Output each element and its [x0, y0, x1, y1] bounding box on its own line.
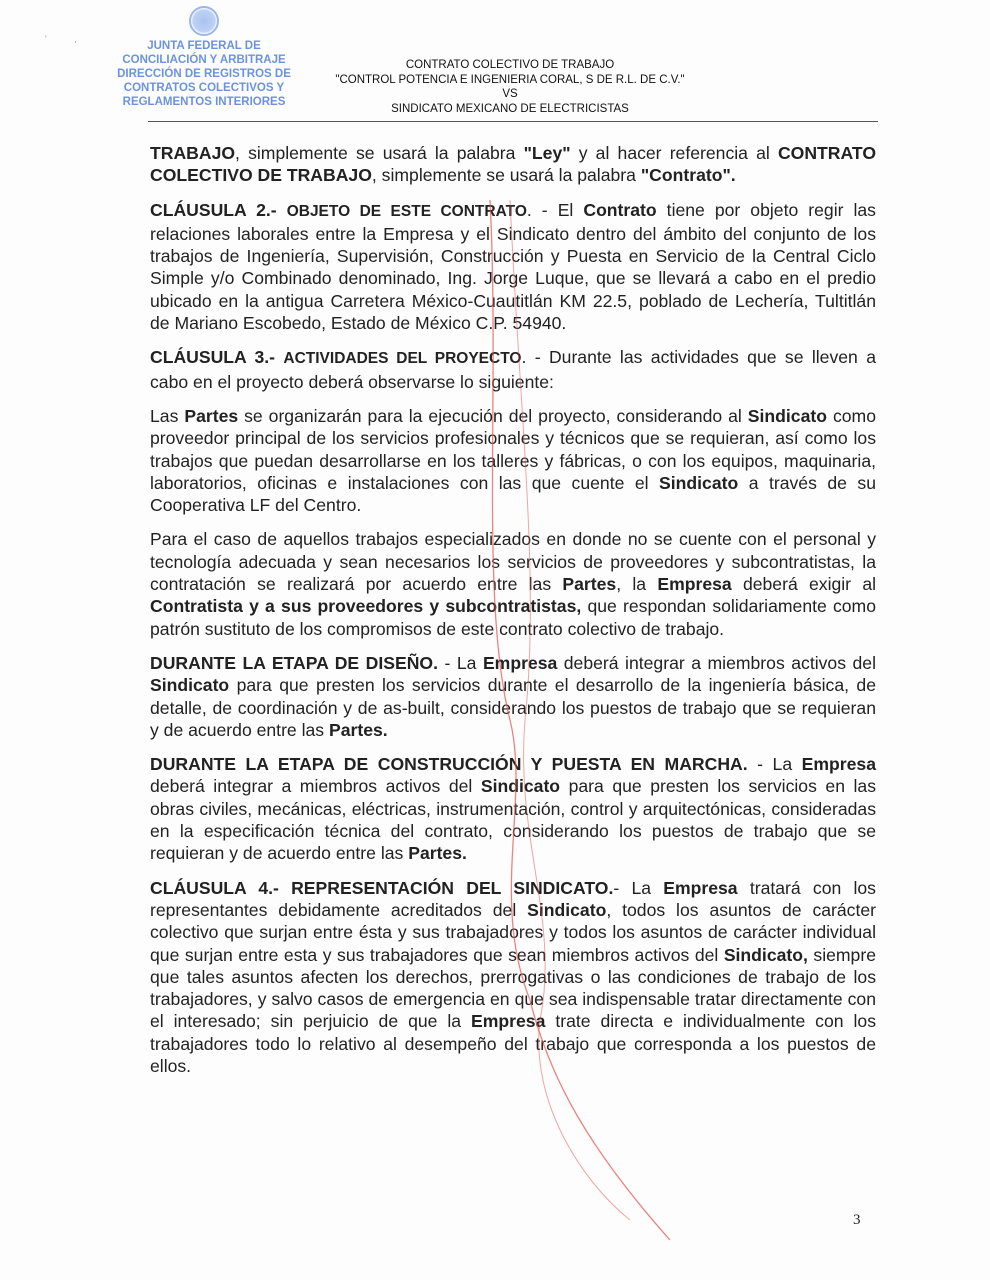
text: . - El: [526, 199, 584, 220]
text: , simplemente se usará la palabra: [371, 165, 641, 186]
bold-text: DURANTE LA ETAPA DE CONSTRUCCIÓN Y PUESTA EN MARCHA.: [150, 754, 748, 775]
text: , la: [616, 574, 658, 595]
paragraph: [150, 877, 876, 1078]
header-rule: [148, 121, 878, 122]
stamp-line: REGLAMENTOS INTERIORES: [122, 96, 286, 108]
text: tiene por objeto regir las relaciones laborales entre la Empresa y el Sindicato dentro del ámbito del conjunto de los trabajos de Ingeniería, Supervisión, Construcción y Puesta en Servicio de la Central Ciclo Simple y/o Combinado denominado, Ing. Jorge Luque, que se llevará a cabo en el predio ubicado en la antigua Carretera México-Cuautitlán KM 22.5, poblado de Lechería, Tultitlán de Mariano Escobedo, Estado de México C.P. 54940.: [150, 199, 876, 334]
stamp-line: CONTRATOS COLECTIVOS Y: [123, 82, 285, 94]
official-stamp: [112, 6, 296, 109]
document-body: [150, 142, 876, 1089]
bold-text: CLÁUSULA 2.-: [150, 199, 287, 220]
bold-text: ACTIVIDADES DEL PROYECTO: [283, 350, 522, 368]
text: . - Durante las actividades que se lleven a cabo en el proyecto deberá observarse lo siguiente:: [150, 347, 876, 392]
bold-text: Sindicato: [527, 899, 607, 920]
stamp-line: DIRECCIÓN DE REGISTROS DE: [117, 68, 291, 80]
bold-text: "Contrato".: [640, 165, 736, 186]
bold-text: Sindicato: [747, 405, 827, 426]
text: a través de su Cooperativa LF del Centro.: [150, 472, 876, 516]
bold-text: CONTRATO COLECTIVO DE TRABAJO: [150, 143, 876, 186]
text: se organizarán para la ejecución del proyecto, considerando al: [238, 405, 748, 426]
paragraph: [150, 753, 876, 864]
bold-text: Empresa: [663, 877, 738, 898]
page-number: 3: [853, 1212, 861, 1228]
bold-text: Empresa: [482, 652, 558, 673]
text: que respondan solidariamente como patrón sustituto de los compromisos de este contrato colectivo de trabajo.: [150, 596, 876, 639]
text: deberá exigir al: [731, 574, 877, 595]
bold-text: Sindicato,: [723, 944, 808, 965]
bold-text: "Ley": [523, 143, 571, 163]
bold-text: OBJETO DE ESTE CONTRATO: [286, 202, 527, 220]
bold-text: Sindicato: [659, 472, 739, 493]
bold-text: Contratista y a sus proveedores y subcontratistas,: [150, 596, 582, 617]
bold-text: DURANTE LA ETAPA DE DISEÑO.: [150, 652, 438, 673]
bold-text: TRABAJO: [150, 143, 236, 163]
text: trate directa e individualmente con los trabajadores todo lo relativo al desempeño del trabajo que corresponda a los puestos de ellos.: [150, 1011, 876, 1076]
bold-text: Empresa: [657, 574, 732, 595]
header-line-3: VS: [502, 88, 518, 100]
bold-text: Partes: [184, 405, 239, 426]
bold-text: Empresa: [801, 754, 876, 775]
bold-text: Empresa: [471, 1011, 546, 1032]
text: , todos los asuntos de carácter colectivo que surjan entre ésta y sus trabajadores y todos los asuntos de carácter individual que surjan entre esta y sus trabajadores que sean miembros activos del: [150, 899, 876, 965]
paragraph: [150, 652, 876, 741]
text: para que presten los servicios durante el desarrollo de la ingeniería básica, de detalle, de coordinación y de as-built, considerando los puestos de trabajo que se requieran y de acuerdo entre las: [150, 675, 876, 740]
text: siempre que tales asuntos afecten los derechos, prerrogativas o las condiciones de trabajo de los trabajadores, y salvo casos de emergencia en que sea indispensable tratar directamente con el interesado; sin perjuicio de que la: [150, 944, 876, 1032]
paragraph: [150, 346, 876, 393]
bold-text: CLÁUSULA 4.- REPRESENTACIÓN DEL SINDICATO.: [150, 877, 614, 898]
stamp-line: JUNTA FEDERAL DE: [147, 40, 261, 52]
text: y al hacer referencia al: [570, 143, 778, 163]
bold-text: CLÁUSULA 3.-: [150, 347, 284, 368]
paragraph: [150, 528, 876, 639]
text: - La: [437, 652, 483, 673]
scan-marks: ' ,: [45, 34, 77, 44]
bold-text: Partes: [562, 574, 617, 595]
header-line-1: CONTRATO COLECTIVO DE TRABAJO: [405, 59, 615, 71]
text: - La: [613, 877, 664, 898]
bold-text: Partes.: [408, 843, 467, 864]
paragraph: [150, 405, 876, 516]
bold-text: Sindicato: [480, 776, 561, 797]
text: tratará con los representantes debidamente acreditados del: [150, 877, 876, 920]
text: como proveedor principal de los servicios profesionales y técnicos que se requieran, así como los trabajos que puedan desarrollarse en los talleres y fábricas, o con los equipos, maquinaria, laboratorios, oficinas e instalaciones con las que cuente el: [150, 405, 876, 493]
text: Las: [150, 405, 185, 426]
text: , simplemente se usará la palabra: [235, 143, 524, 163]
seal-emblem-icon: [189, 6, 219, 36]
text: - La: [747, 754, 802, 775]
bold-text: Contrato: [583, 199, 657, 220]
text: para que presten los servicios en las obras civiles, mecánicas, eléctricas, instrumentación, control y arquitectónicas, consideradas en la especificación técnica del contrato, considerando los puestos de trabajo que se requieran y de acuerdo entre las: [150, 776, 876, 864]
bold-text: Sindicato: [150, 675, 230, 696]
paragraph: [150, 199, 876, 335]
text: deberá integrar a miembros activos del: [150, 776, 481, 797]
header-line-2: "CONTROL POTENCIA E INGENIERIA CORAL, S DE R.L. DE C.V.": [335, 73, 685, 86]
text: deberá integrar a miembros activos del: [557, 652, 876, 673]
paragraph: [150, 142, 876, 187]
header-line-4: SINDICATO MEXICANO DE ELECTRICISTAS: [391, 102, 629, 115]
document-header: [300, 58, 720, 116]
bold-text: Partes.: [328, 719, 388, 740]
text: Para el caso de aquellos trabajos especializados en donde no se cuente con el personal y tecnología adecuada y sean necesarios los servicios de proveedores y subcontratistas, la contratación se realizará por acuerdo entre las: [150, 529, 876, 595]
stamp-line: CONCILIACIÓN Y ARBITRAJE: [122, 54, 286, 66]
